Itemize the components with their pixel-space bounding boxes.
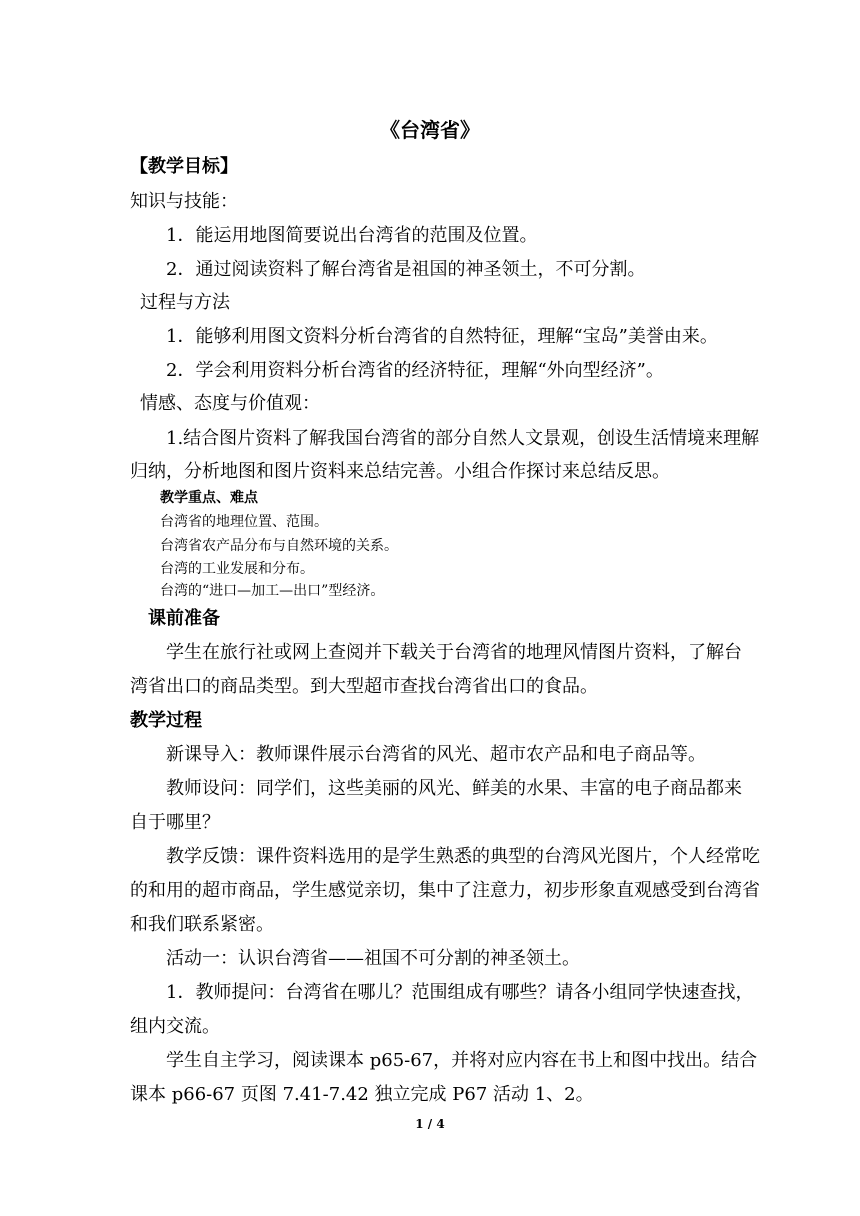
teaching-process-heading: 教学过程 [130, 710, 202, 731]
emotion-values-heading: 情感、态度与价值观： [140, 393, 320, 414]
feedback-line-2: 的和用的超市商品，学生感觉亲切，集中了注意力，初步形象直观感受到台湾省 [130, 880, 760, 901]
emotion-values-line-1: 1.结合图片资料了解我国台湾省的部分自然人文景观，创设生活情境来理解 [166, 428, 760, 449]
preparation-line-1: 学生在旅行社或网上查阅并下载关于台湾省的地理风情图片资料，了解台 [166, 642, 742, 663]
knowledge-item-1: 1．能运用地图简要说出台湾省的范围及位置。 [166, 225, 538, 246]
teacher-prompt-line-2: 组内交流。 [130, 1016, 220, 1037]
process-methods-heading: 过程与方法 [140, 292, 230, 313]
teacher-question-line-1: 教师设问：同学们，这些美丽的风光、鲜美的水果、丰富的电子商品都来 [166, 778, 742, 799]
page-number: 1 / 4 [415, 1117, 445, 1131]
process-item-2: 2．学会利用资料分析台湾省的经济特征，理解“外向型经济”。 [166, 360, 664, 381]
self-study-line-2: 课本 p66-67 页图 7.41-7.42 独立完成 P67 活动 1、2。 [130, 1084, 594, 1105]
key-point-item-3: 台湾的工业发展和分布。 [160, 561, 314, 577]
teacher-prompt-line-1: 1．教师提问：台湾省在哪儿？范围组成有哪些？请各小组同学快速查找， [166, 982, 754, 1003]
teacher-question-line-2: 自于哪里？ [130, 812, 220, 833]
key-point-item-1: 台湾省的地理位置、范围。 [160, 514, 328, 530]
preparation-line-2: 湾省出口的商品类型。到大型超市查找台湾省出口的食品。 [130, 676, 598, 697]
activity-one: 活动一：认识台湾省——祖国不可分割的神圣领土。 [166, 948, 580, 969]
key-point-item-4: 台湾的“进口—加工—出口”型经济。 [160, 583, 385, 599]
feedback-line-3: 和我们联系紧密。 [130, 914, 274, 935]
feedback-line-1: 教学反馈：课件资料选用的是学生熟悉的典型的台湾风光图片，个人经常吃 [166, 846, 760, 867]
process-item-1: 1．能够利用图文资料分析台湾省的自然特征，理解“宝岛”美誉由来。 [166, 326, 718, 347]
self-study-line-1: 学生自主学习，阅读课本 p65-67，并将对应内容在书上和图中找出。结合 [166, 1050, 758, 1071]
knowledge-item-2: 2．通过阅读资料了解台湾省是祖国的神圣领土，不可分割。 [166, 259, 646, 280]
process-intro: 新课导入：教师课件展示台湾省的风光、超市农产品和电子商品等。 [166, 744, 706, 765]
objectives-heading: 【教学目标】 [130, 156, 238, 177]
knowledge-skills-heading: 知识与技能： [130, 191, 238, 212]
key-points-heading: 教学重点、难点 [160, 490, 258, 506]
key-point-item-2: 台湾省农产品分布与自然环境的关系。 [160, 538, 398, 554]
preparation-heading: 课前准备 [148, 608, 220, 629]
emotion-values-line-2: 归纳，分析地图和图片资料来总结完善。小组合作探讨来总结反思。 [130, 461, 670, 482]
document-title: 《台湾省》 [380, 118, 480, 142]
